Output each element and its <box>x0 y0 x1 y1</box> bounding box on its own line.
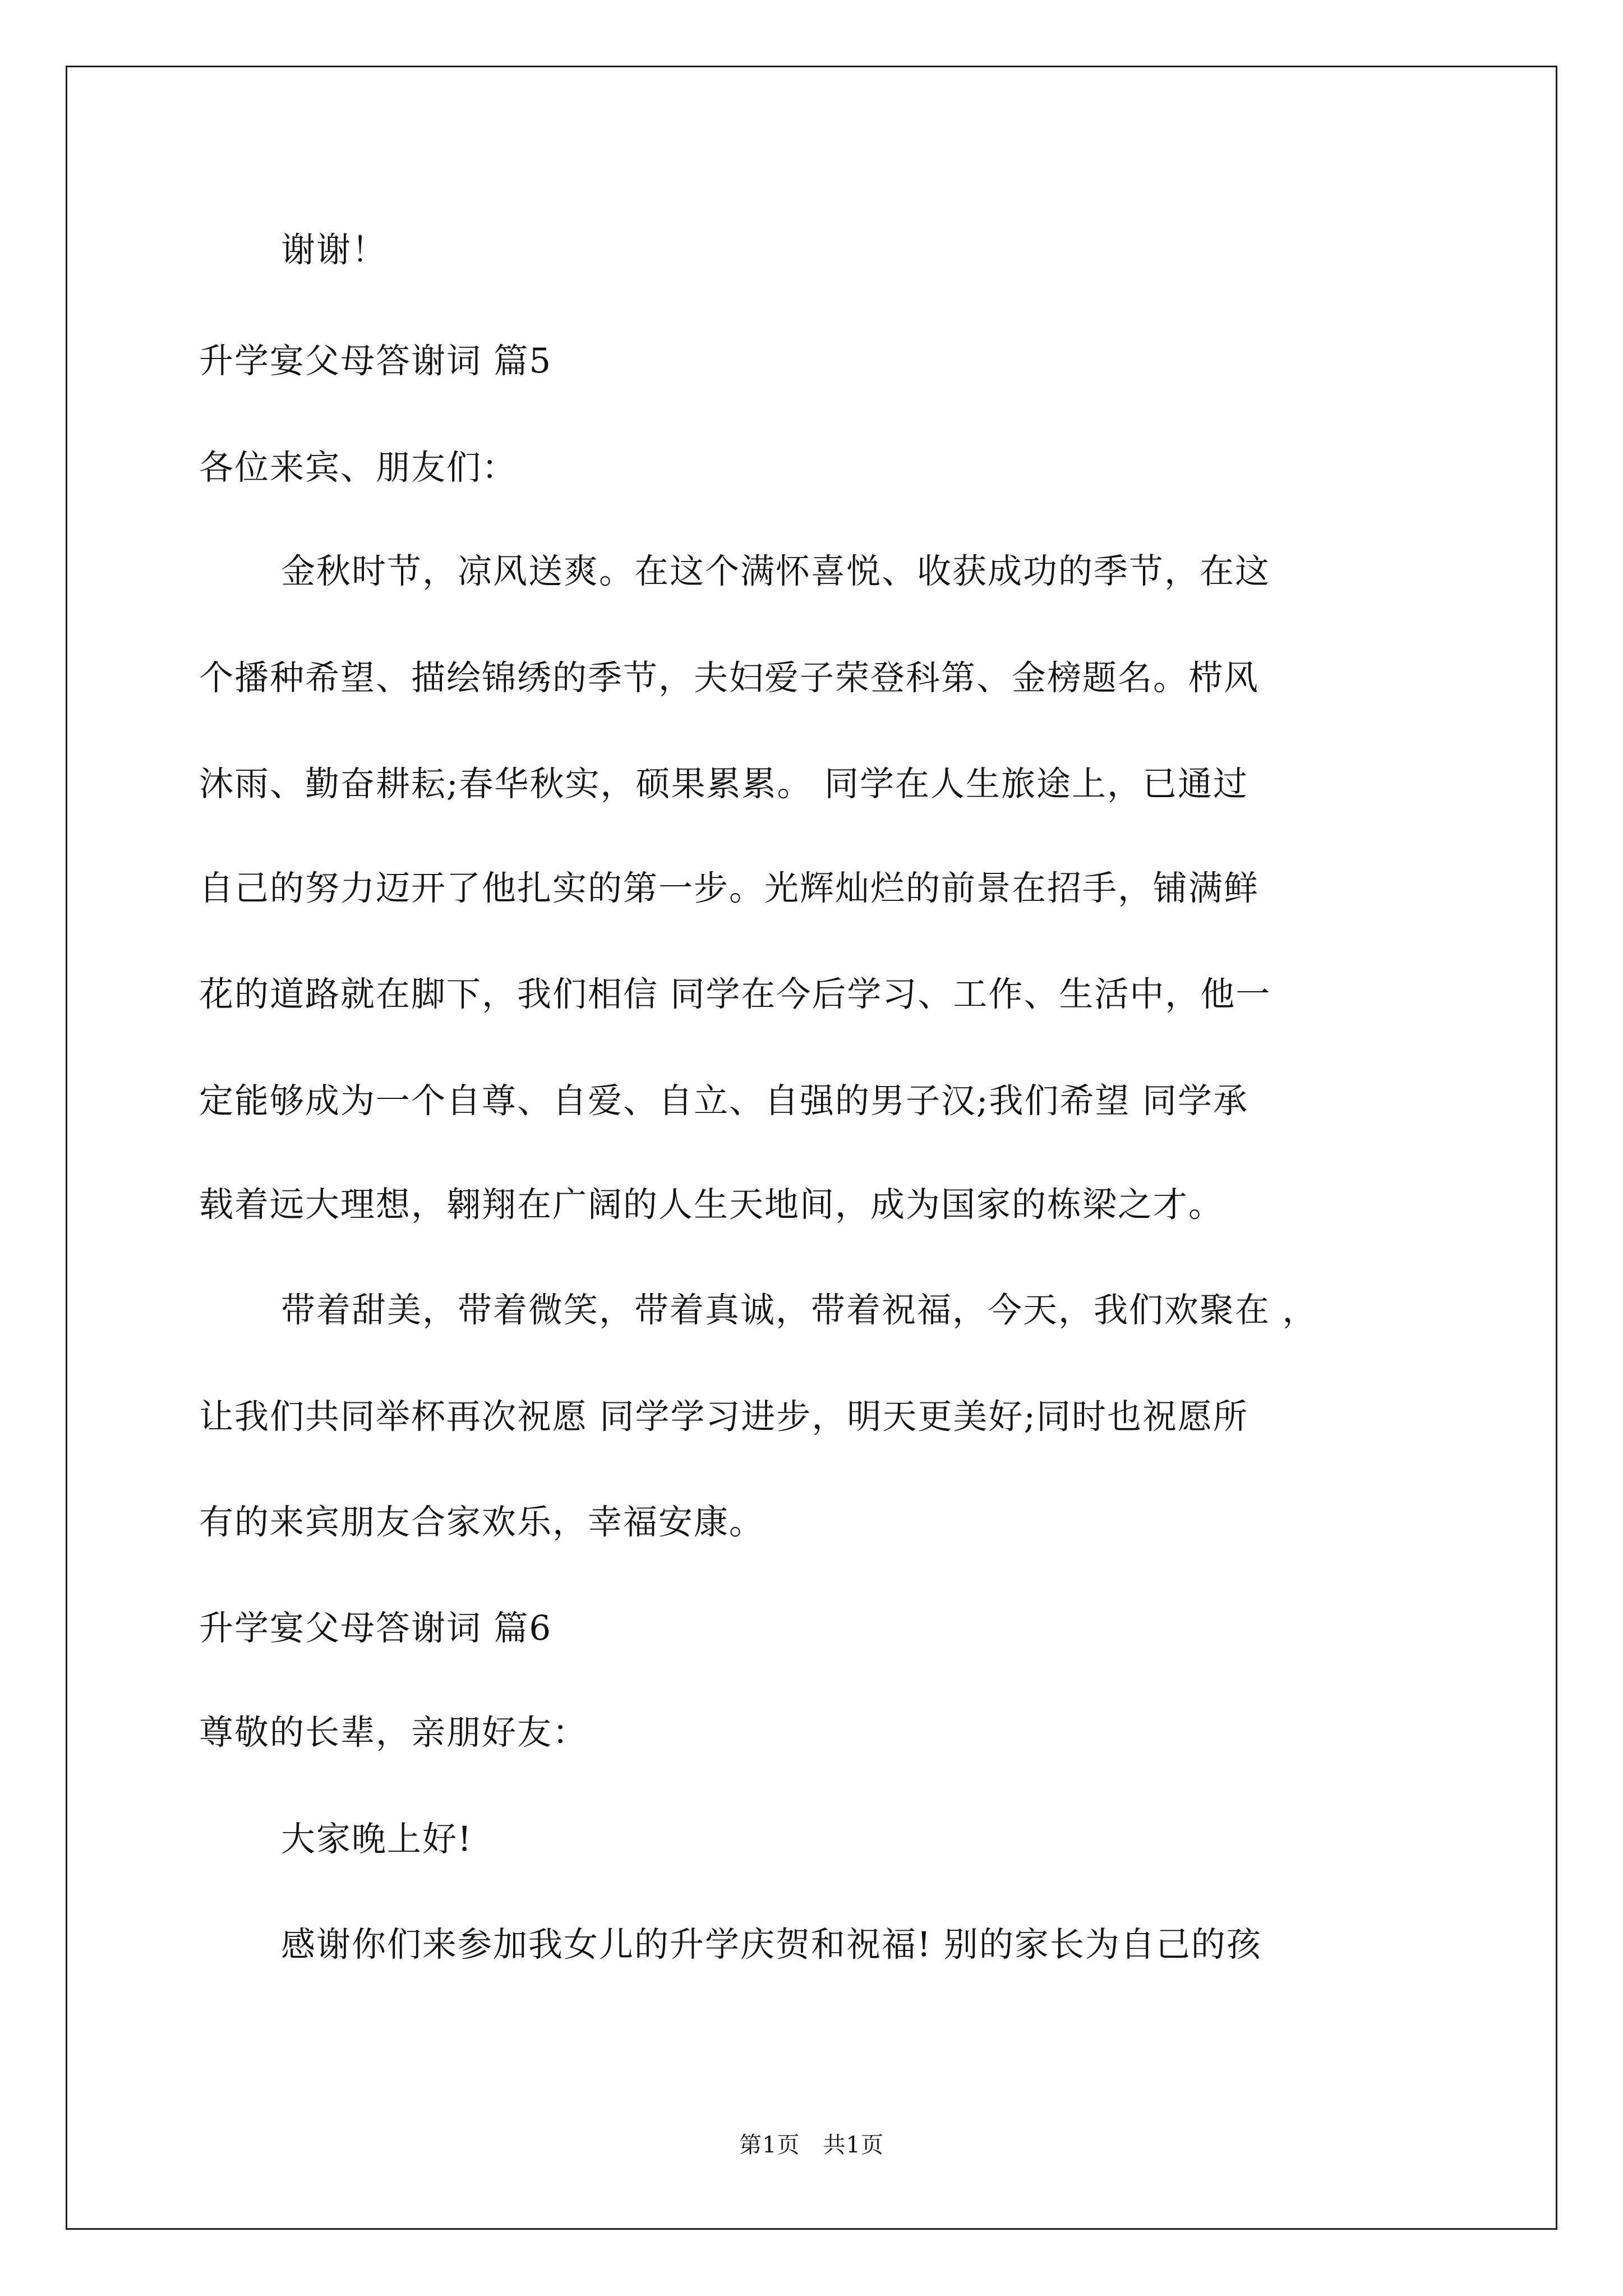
section-heading-5: 升学宴父母答谢词 篇5 <box>199 341 552 381</box>
page-number-footer: 第1页 共1页 <box>739 2132 884 2158</box>
paragraph-line: 定能够成为一个自尊、自爱、自立、自强的男子汉;我们希望 同学承 <box>199 1081 1248 1121</box>
paragraph-line: 载着远大理想，翱翔在广阔的人生天地间，成为国家的栋梁之才。 <box>199 1185 1224 1225</box>
page-border <box>66 66 1557 2230</box>
paragraph-line: 让我们共同举杯再次祝愿 同学学习进步，明天更美好;同时也祝愿所 <box>199 1397 1248 1437</box>
paragraph-line: 带着甜美，带着微笑，带着真诚，带着祝福，今天，我们欢聚在 ， <box>281 1290 1318 1330</box>
salutation: 尊敬的长辈，亲朋好友： <box>199 1713 588 1752</box>
paragraph-line: 感谢你们来参加我女儿的升学庆贺和祝福! 别的家长为自己的孩 <box>281 1925 1262 1964</box>
closing-thanks: 谢谢！ <box>281 230 388 270</box>
paragraph-line: 个播种希望、描绘锦绣的季节，夫妇爱子荣登科第、金榜题名。栉风 <box>199 658 1260 698</box>
greeting: 大家晚上好! <box>281 1819 473 1859</box>
section-heading-6: 升学宴父母答谢词 篇6 <box>199 1608 552 1648</box>
paragraph-line: 金秋时节，凉风送爽。在这个满怀喜悦、收获成功的季节，在这 <box>281 551 1271 591</box>
paragraph-line: 有的来宾朋友合家欢乐，幸福安康。 <box>199 1502 765 1542</box>
salutation: 各位来宾、朋友们： <box>199 448 518 487</box>
paragraph-line: 自己的努力迈开了他扎实的第一步。光辉灿烂的前景在招手，铺满鲜 <box>199 868 1260 908</box>
paragraph-line: 花的道路就在脚下，我们相信 同学在今后学习、工作、生活中，他一 <box>199 974 1271 1014</box>
paragraph-line: 沐雨、勤奋耕耘;春华秋实，硕果累累。 同学在人生旅途上，已通过 <box>199 764 1248 804</box>
